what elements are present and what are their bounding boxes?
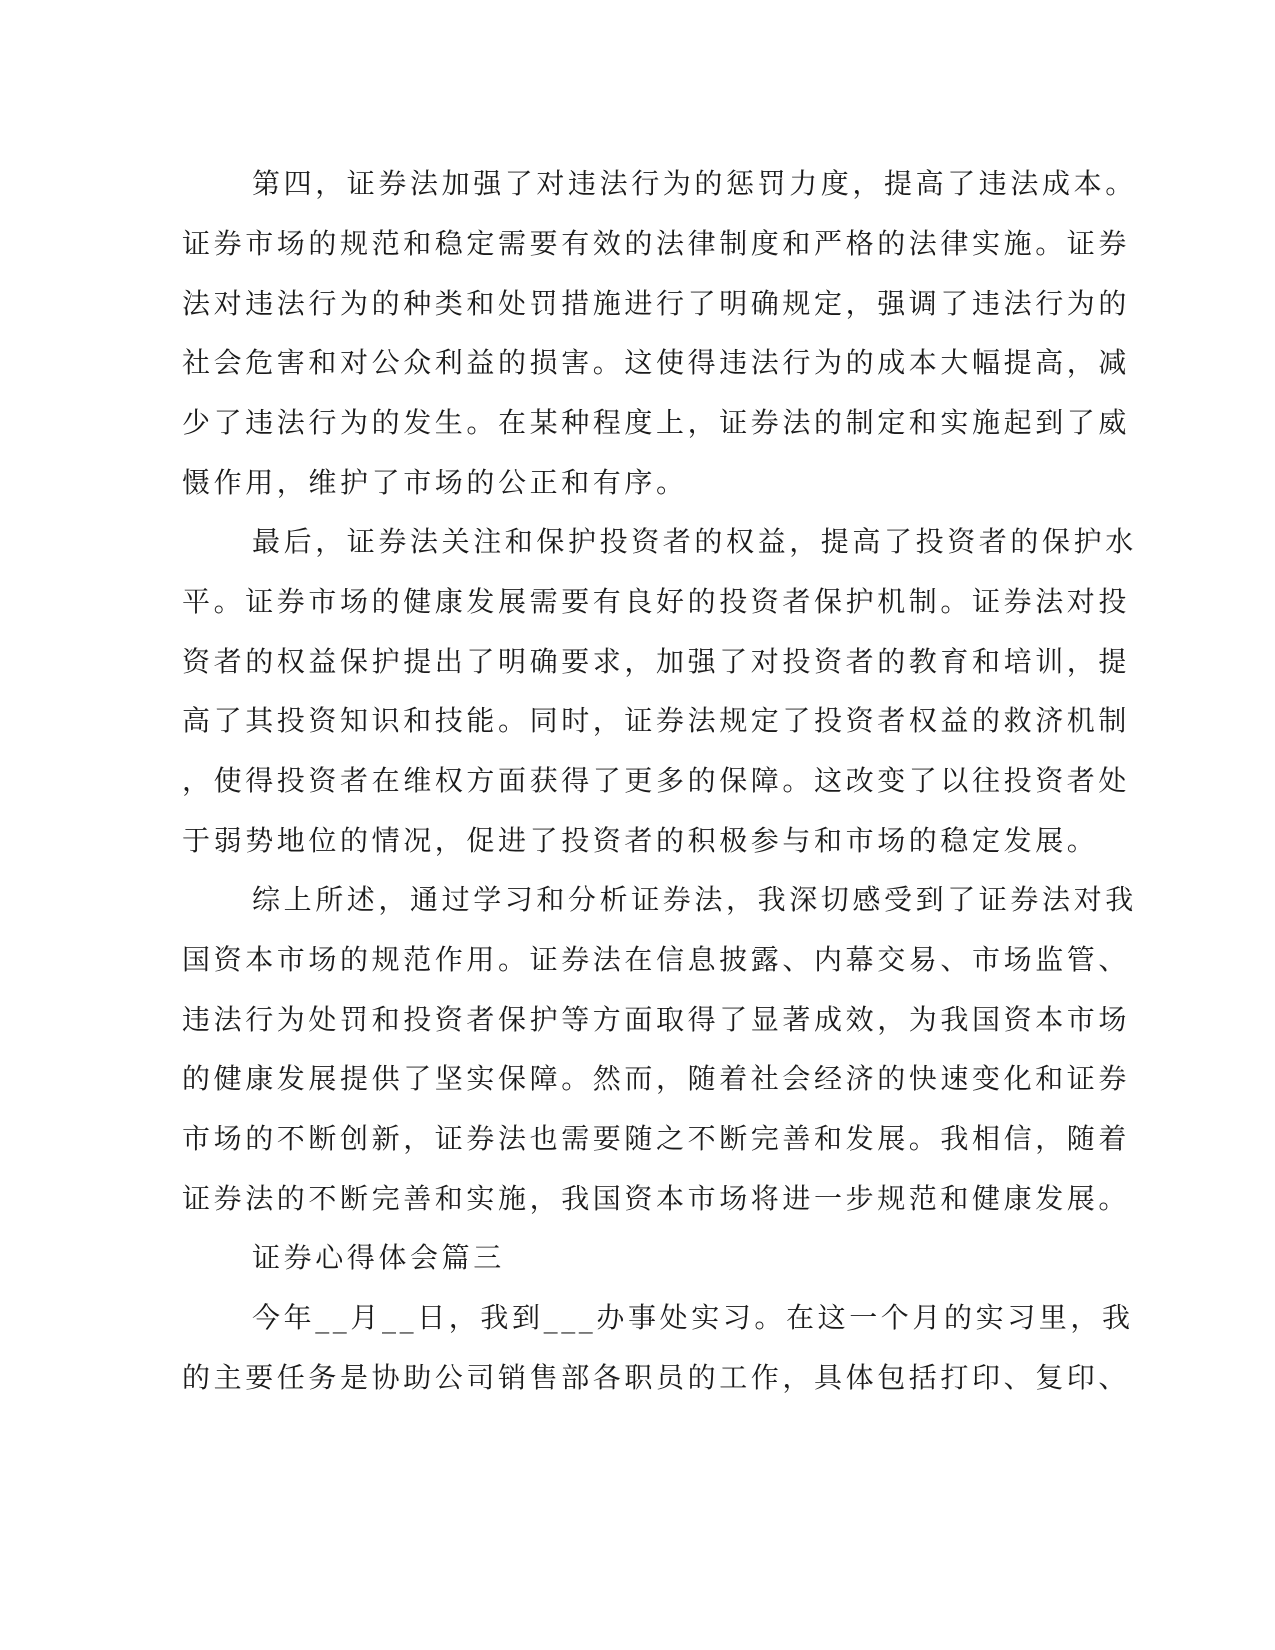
text-line: 少了违法行为的发生。在某种程度上，证券法的制定和实施起到了威 bbox=[182, 406, 1131, 439]
text-line: 法对违法行为的种类和处罚措施进行了明确规定，强调了违法行为的 bbox=[182, 287, 1131, 320]
text-line: 资者的权益保护提出了明确要求，加强了对投资者的教育和培训，提 bbox=[182, 645, 1131, 678]
text-line: ，使得投资者在维权方面获得了更多的保障。这改变了以往投资者处 bbox=[182, 764, 1131, 797]
text-line: 证券市场的规范和稳定需要有效的法律制度和严格的法律实施。证券 bbox=[182, 227, 1131, 260]
text-line: 综上所述，通过学习和分析证券法，我深切感受到了证券法对我 bbox=[252, 883, 1137, 916]
text-line: 慑作用，维护了市场的公正和有序。 bbox=[182, 466, 688, 499]
text-line: 高了其投资知识和技能。同时，证券法规定了投资者权益的救济机制 bbox=[182, 704, 1131, 737]
text-line: 平。证券市场的健康发展需要有良好的投资者保护机制。证券法对投 bbox=[182, 585, 1131, 618]
text-line: 的主要任务是协助公司销售部各职员的工作，具体包括打印、复印、 bbox=[182, 1361, 1131, 1394]
text-line: 的健康发展提供了坚实保障。然而，随着社会经济的快速变化和证券 bbox=[182, 1062, 1131, 1095]
text-line: 今年__月__日，我到___办事处实习。在这一个月的实习里，我 bbox=[252, 1301, 1134, 1334]
text-line: 市场的不断创新，证券法也需要随之不断完善和发展。我相信，随着 bbox=[182, 1122, 1131, 1155]
text-line: 最后，证券法关注和保护投资者的权益，提高了投资者的保护水 bbox=[252, 525, 1137, 558]
text-line: 于弱势地位的情况，促进了投资者的积极参与和市场的稳定发展。 bbox=[182, 824, 1099, 857]
text-line: 违法行为处罚和投资者保护等方面取得了显著成效，为我国资本市场 bbox=[182, 1003, 1131, 1036]
text-line: 第四，证券法加强了对违法行为的惩罚力度，提高了违法成本。 bbox=[252, 167, 1137, 200]
text-line: 国资本市场的规范作用。证券法在信息披露、内幕交易、市场监管、 bbox=[182, 943, 1131, 976]
text-line: 证券法的不断完善和实施，我国资本市场将进一步规范和健康发展。 bbox=[182, 1182, 1131, 1215]
text-line: 社会危害和对公众利益的损害。这使得违法行为的成本大幅提高，减 bbox=[182, 346, 1131, 379]
section-heading: 证券心得体会篇三 bbox=[252, 1241, 505, 1274]
